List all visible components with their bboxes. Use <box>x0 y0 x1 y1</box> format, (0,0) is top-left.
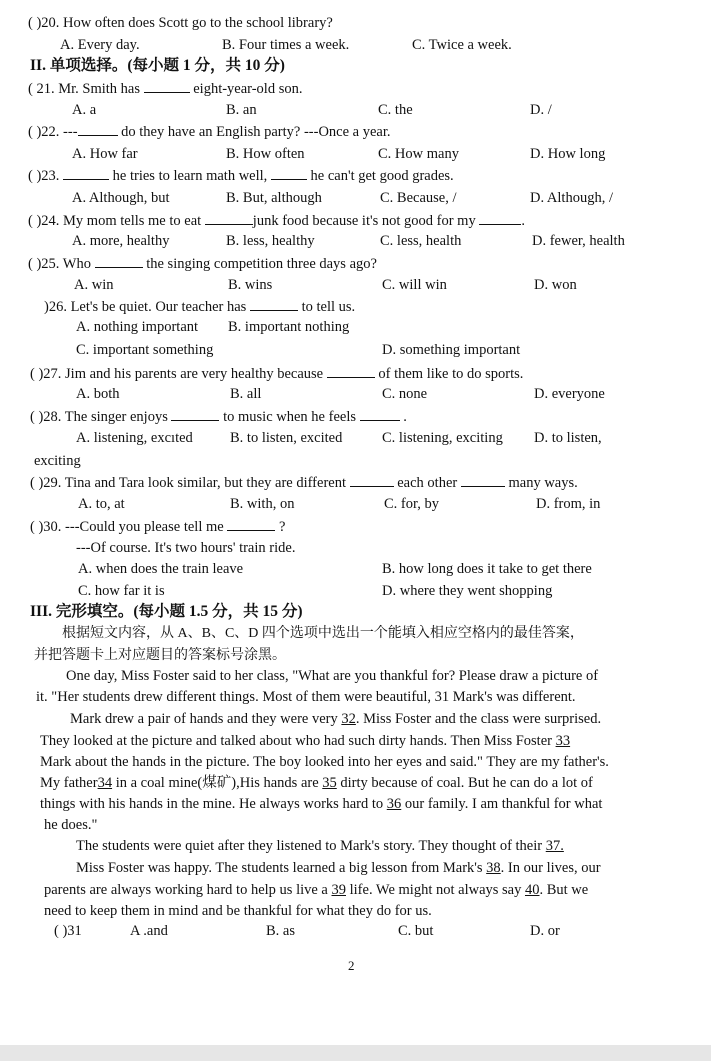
q25-stem <box>28 254 377 273</box>
q21-text-pre: ( 21. Mr. Smith has <box>28 81 140 97</box>
q23-option-c: C. Because, / <box>380 190 457 206</box>
passage-line-7 <box>40 795 602 813</box>
q21-text-post: eight-year-old son. <box>193 81 303 97</box>
q30-text-post: ? <box>278 519 286 535</box>
blank-35: 35 <box>322 775 337 791</box>
q22-option-c: C. How many <box>378 146 459 162</box>
q31-option-c: C. but <box>398 923 434 939</box>
passage-line-1: One day, Miss Foster said to her class, "What are you thankful for? Please draw a picture of <box>66 668 599 684</box>
q30-blank <box>227 517 275 531</box>
q26-stem <box>44 297 355 316</box>
q24-stem <box>28 211 525 230</box>
q27-text-post: of them like to do sports. <box>378 366 524 382</box>
q30-option-b: B. how long does it take to get there <box>382 561 592 577</box>
passage-text: dirty because of coal. But he can do a lot of <box>336 775 593 791</box>
passage-text: Miss Foster was happy. The students learned a big lesson from Mark's <box>76 860 487 876</box>
q28-blank-2 <box>360 407 400 421</box>
section-3-instruction-2: 并把答题卡上对应题目的答案标号涂黑。 <box>34 648 286 663</box>
passage-line-6 <box>40 774 593 792</box>
q27-option-c: C. none <box>382 386 428 402</box>
q27-text-pre: ( )27. Jim and his parents are very healthy because <box>30 366 324 382</box>
q22-option-d: D. How long <box>530 146 606 162</box>
q25-text-post: the singing competition three days ago? <box>146 256 377 272</box>
q23-text-mid: he tries to learn math well, <box>112 168 268 184</box>
passage-line-8: he does." <box>44 817 98 833</box>
q24-text-post: . <box>521 213 525 229</box>
q29-blank-2 <box>461 473 505 487</box>
passage-text: life. We might not always say <box>346 882 525 898</box>
passage-text: They looked at the picture and talked about who had such dirty hands. Then Miss Foster <box>40 733 556 749</box>
q21-option-d: D. / <box>530 102 552 118</box>
q28-option-d: D. to listen, <box>534 430 602 446</box>
q31-option-b: B. as <box>266 923 295 939</box>
passage-text: . Miss Foster and the class were surprised. <box>355 711 602 727</box>
q20-option-a: A. Every day. <box>60 37 140 53</box>
q29-option-c: C. for, by <box>384 496 439 512</box>
q22-option-b: B. How often <box>226 146 305 162</box>
q23-option-d: D. Although, / <box>530 190 613 206</box>
blank-33: 33 <box>555 733 571 749</box>
q24-text-pre: ( )24. My mom tells me to eat <box>28 213 202 229</box>
q24-blank-1 <box>205 211 253 225</box>
passage-line-10 <box>76 859 601 877</box>
passage-line-4 <box>40 732 570 750</box>
blank-37: 37. <box>545 838 564 854</box>
q30-stem <box>30 517 285 536</box>
passage-text: The students were quiet after they listened to Mark's story. They thought of their <box>76 838 546 854</box>
q27-option-b: B. all <box>230 386 262 402</box>
q23-blank-1 <box>63 166 109 180</box>
q28-option-c: C. listening, exciting <box>382 430 503 446</box>
q22-option-a: A. How far <box>72 146 138 162</box>
q23-text-post: he can't get good grades. <box>310 168 454 184</box>
q23-text-pre: ( )23. <box>28 168 60 184</box>
q27-blank <box>327 364 375 378</box>
q28-text-post: . <box>403 409 407 425</box>
q31-stem: ( )31 <box>54 923 82 939</box>
q27-option-d: D. everyone <box>534 386 605 402</box>
passage-text: . But we <box>539 882 589 898</box>
passage-line-9 <box>76 837 564 855</box>
page-number: 2 <box>348 958 355 973</box>
q26-blank <box>250 297 298 311</box>
passage-line-2: it. "Her students drew different things. Most of them were beautiful, 31 Mark's was different. <box>36 689 576 705</box>
q25-blank <box>95 254 143 268</box>
q28-option-d-continued: exciting <box>34 453 81 469</box>
passage-text: in a coal mine(煤矿),His hands are <box>112 775 323 791</box>
passage-text: parents are always working hard to help us live a <box>44 882 332 898</box>
section-2-heading: II. 单项选择。(每小题 1 分，共 10 分) <box>30 57 285 74</box>
section-3-heading: III. 完形填空。(每小题 1.5 分，共 15 分) <box>30 603 303 620</box>
passage-text: Mark drew a pair of hands and they were very <box>70 711 342 727</box>
q30-option-c: C. how far it is <box>78 583 165 599</box>
q29-text-mid: each other <box>397 475 458 491</box>
q30-option-d: D. where they went shopping <box>382 583 553 599</box>
q25-text-pre: ( )25. Who <box>28 256 91 272</box>
q31-option-d: D. or <box>530 923 560 939</box>
q24-option-a: A. more, healthy <box>72 233 170 249</box>
blank-32: 32 <box>341 711 356 727</box>
q28-option-a: A. listening, excıted <box>76 430 193 446</box>
q21-option-c: C. the <box>378 102 413 118</box>
q21-option-b: B. an <box>226 102 257 118</box>
q26-option-b: B. important nothing <box>228 319 350 335</box>
q29-text-pre: ( )29. Tina and Tara look similar, but they are different <box>30 475 346 491</box>
q26-text-pre: )26. Let's be quiet. Our teacher has <box>44 299 247 315</box>
q28-blank-1 <box>171 407 219 421</box>
passage-text: things with his hands in the mine. He always works hard to <box>40 796 387 812</box>
blank-36: 36 <box>386 796 402 812</box>
passage-text: . In our lives, our <box>500 860 601 876</box>
q24-option-c: C. less, health <box>380 233 462 249</box>
passage-line-11 <box>44 881 588 899</box>
q25-option-c: C. will win <box>382 277 447 293</box>
q29-stem <box>30 473 578 492</box>
q22-text-pre: ( )22. --- <box>28 124 78 140</box>
q21-stem <box>28 79 302 98</box>
q30-text-pre: ( )30. ---Could you please tell me <box>30 519 224 535</box>
q28-text-mid: to music when he feels <box>223 409 356 425</box>
q22-stem <box>28 122 391 141</box>
q30-answer-line: ---Of course. It's two hours' train ride. <box>76 540 296 556</box>
q29-option-d: D. from, in <box>536 496 601 512</box>
passage-line-12: need to keep them in mind and be thankful for what they do for us. <box>44 903 432 919</box>
q25-option-a: A. win <box>74 277 114 293</box>
q22-text-post: do they have an English party? ---Once a year. <box>121 124 391 140</box>
q28-text-pre: ( )28. The singer enjoys <box>30 409 168 425</box>
bottom-gray-bar <box>0 1045 711 1061</box>
blank-38: 38 <box>486 860 501 876</box>
q27-stem <box>30 364 523 383</box>
q31-option-a: A .and <box>130 923 168 939</box>
q21-blank <box>144 79 190 93</box>
q20-option-b: B. Four times a week. <box>222 37 350 53</box>
q28-stem <box>30 407 407 426</box>
blank-39: 39 <box>331 882 346 898</box>
q26-option-a: A. nothing important <box>76 319 199 335</box>
q26-text-post: to tell us. <box>301 299 356 315</box>
q25-option-b: B. wins <box>228 277 273 293</box>
q23-option-a: A. Although, but <box>72 190 170 206</box>
blank-40: 40 <box>524 882 540 898</box>
q29-text-post: many ways. <box>508 475 578 491</box>
passage-line-3 <box>70 710 601 728</box>
q29-option-a: A. to, at <box>78 496 125 512</box>
q26-option-c: C. important something <box>76 342 214 358</box>
q20-stem: ( )20. How often does Scott go to the school library? <box>28 15 333 31</box>
passage-text: My father <box>40 775 98 791</box>
q28-option-b: B. to listen, excited <box>230 430 343 446</box>
section-3-instruction-1: 根据短文内容，从 A、B、C、D 四个选项中选出一个能填入相应空格内的最佳答案， <box>62 626 584 641</box>
q26-option-d: D. something important <box>382 342 521 358</box>
q24-text-mid: junk food because it's not good for my <box>252 213 476 229</box>
passage-text: our family. I am thankful for what <box>401 796 603 812</box>
blank-34: 34 <box>97 775 113 791</box>
q23-stem <box>28 166 454 185</box>
q24-blank-2 <box>479 211 521 225</box>
q24-option-d: D. fewer, health <box>532 233 625 249</box>
q30-option-a: A. when does the train leave <box>78 561 244 577</box>
q29-option-b: B. with, on <box>230 496 295 512</box>
q25-option-d: D. won <box>534 277 577 293</box>
q22-blank <box>78 122 118 136</box>
q20-option-c: C. Twice a week. <box>412 37 512 53</box>
q23-option-b: B. But, although <box>226 190 322 206</box>
q29-blank-1 <box>350 473 394 487</box>
q27-option-a: A. both <box>76 386 120 402</box>
passage-line-5: Mark about the hands in the picture. The boy looked into her eyes and said." They are my father's. <box>40 754 609 770</box>
q21-option-a: A. a <box>72 102 97 118</box>
q24-option-b: B. less, healthy <box>226 233 315 249</box>
q23-blank-2 <box>271 166 307 180</box>
